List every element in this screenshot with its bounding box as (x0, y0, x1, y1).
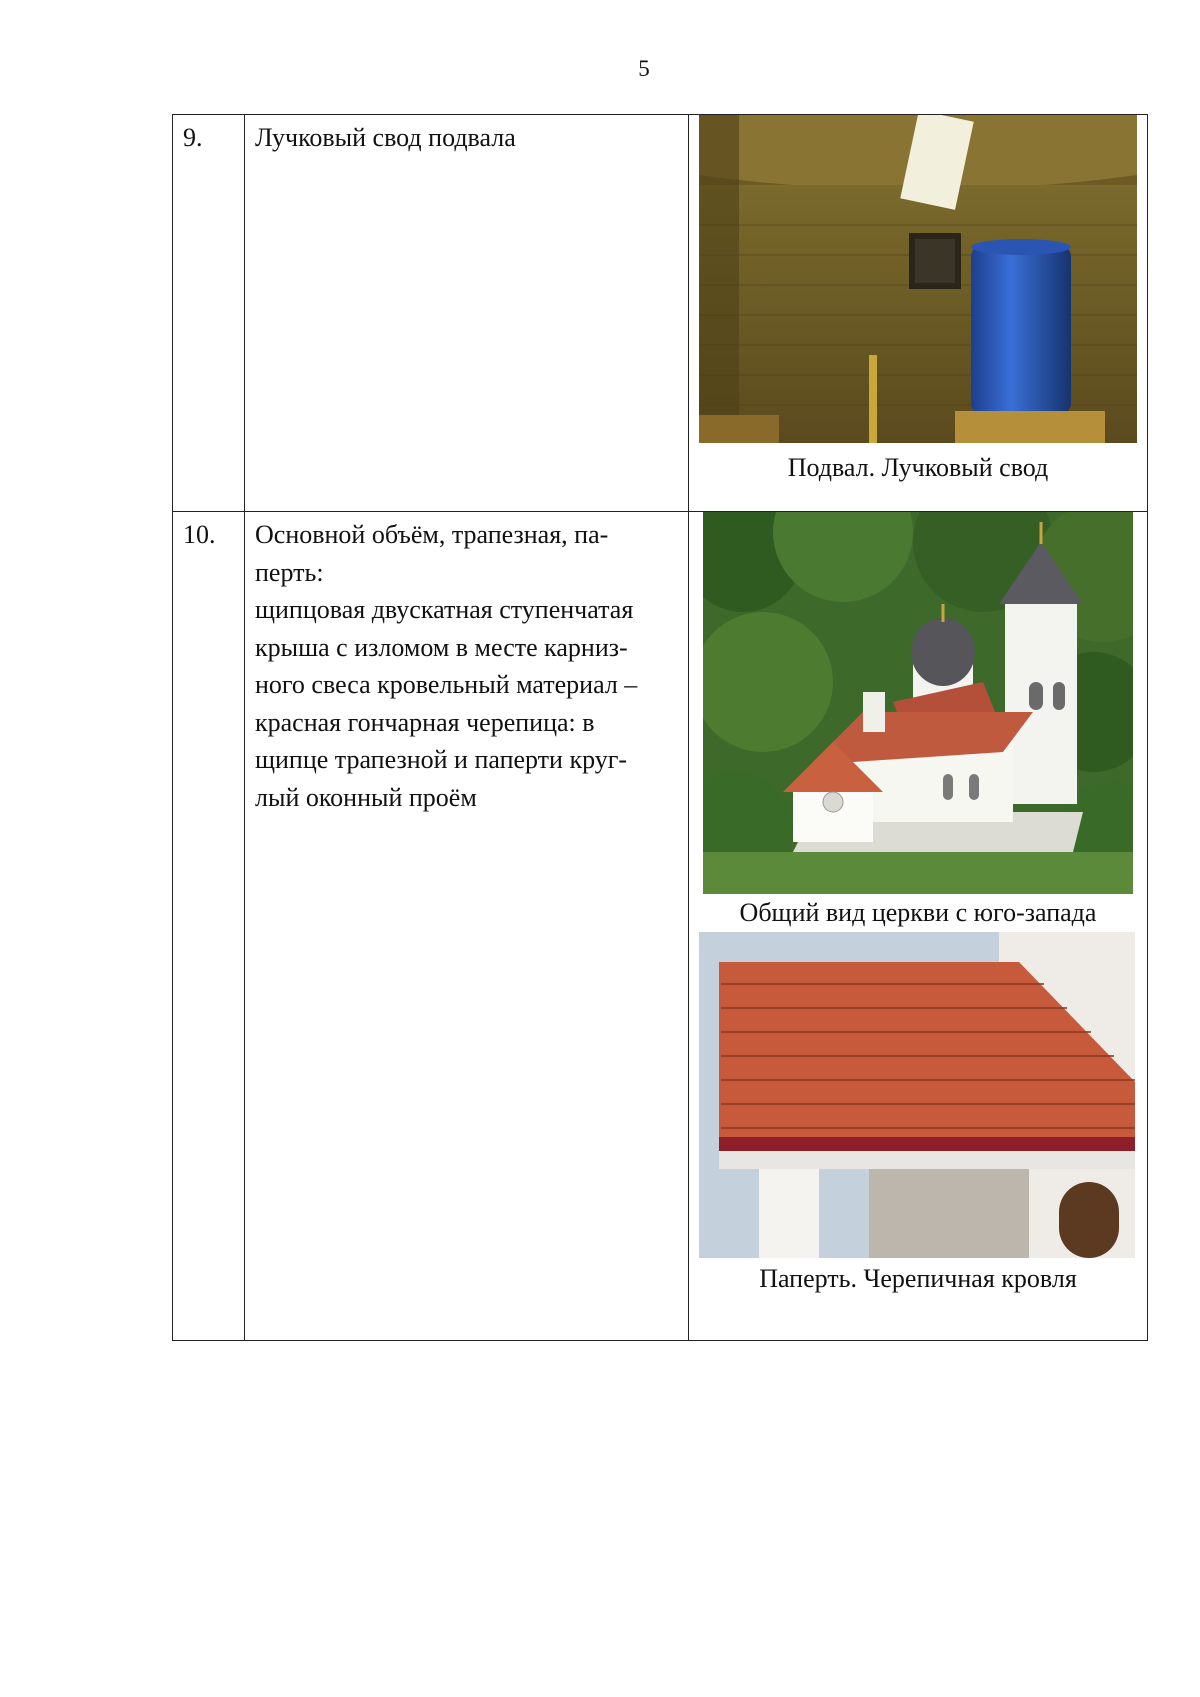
description-line: лый оконный проём (255, 782, 477, 812)
description-line: перть: (255, 557, 324, 587)
description-line: крыша с изломом в месте карниз- (255, 632, 628, 662)
description-cell (245, 512, 689, 1341)
row-number: 10. (183, 520, 216, 549)
table-row (173, 115, 1148, 512)
description-cell (245, 115, 689, 512)
church-southwest-view-photo (703, 512, 1133, 894)
photo-cell (689, 512, 1148, 1341)
basement-vault-photo (699, 115, 1137, 443)
page-number: 5 (638, 56, 650, 81)
row-number: 9. (183, 123, 203, 152)
row-description: Лучковый свод подвала (255, 123, 516, 152)
features-table (172, 114, 1148, 1341)
photo-cell (689, 115, 1148, 512)
description-line: Основной объём, трапезная, па- (255, 520, 609, 549)
photo-caption: Общий вид церкви с юго-запада (739, 898, 1097, 927)
table-row (173, 512, 1148, 1341)
tile-roof-photo (699, 932, 1135, 1258)
description-line: щипцовая двускатная ступенчатая (255, 595, 634, 624)
description-line: ного свеса кровельный материал – (255, 670, 638, 699)
description-line: красная гончарная черепица: в (255, 707, 595, 737)
photo-caption: Паперть. Черепичная кровля (759, 1264, 1077, 1293)
row-number-cell (173, 512, 245, 1341)
photo-caption: Подвал. Лучковый свод (787, 453, 1049, 482)
row-number-cell (173, 115, 245, 512)
row-description (245, 512, 688, 816)
description-line: щипце трапезной и паперти круг- (255, 745, 628, 774)
